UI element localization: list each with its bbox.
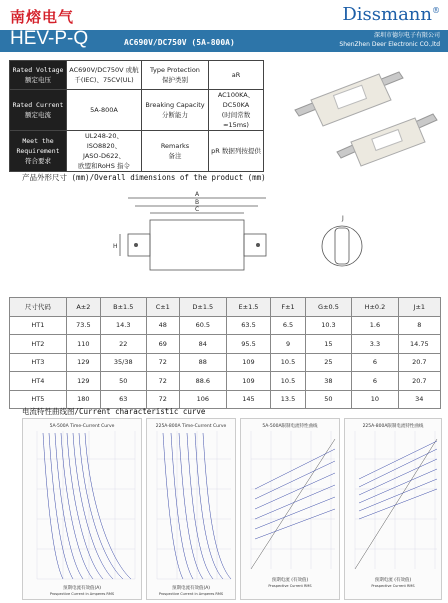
dimensions-table	[9, 297, 441, 409]
key-en: Type Protection	[150, 66, 200, 74]
fuse-photo-2	[337, 114, 437, 166]
spec-key	[10, 90, 67, 131]
table-cell: 84	[180, 335, 227, 354]
spec-key	[142, 90, 209, 131]
value-line: AC100KA、DC50KA	[217, 91, 255, 109]
spec-value	[209, 90, 264, 131]
table-cell: 10.5	[271, 372, 305, 391]
table-cell: 88	[180, 353, 227, 372]
company-info	[339, 31, 440, 49]
terminal-left	[128, 234, 150, 256]
table-cell: HT2	[10, 335, 67, 354]
table-cell: 72	[146, 390, 180, 409]
table-cell: 14.3	[100, 316, 146, 335]
brand-logo	[342, 4, 440, 25]
table-cell: 8	[398, 316, 440, 335]
table-cell: 48	[146, 316, 180, 335]
spec-value: 5A-800A	[67, 90, 142, 131]
curve-xlabel-en: Prospective Current RMS	[268, 584, 312, 588]
key-cn: 额定电压	[25, 76, 51, 84]
curve-xlabel-en: Prospective Current in Amperes RMS	[49, 592, 115, 596]
table-cell: 20.7	[398, 372, 440, 391]
spec-value: aR	[209, 61, 264, 90]
fuse-end-slot	[335, 228, 349, 264]
table-cell: 10.3	[305, 316, 352, 335]
table-cell: 129	[66, 353, 100, 372]
spec-key	[10, 131, 67, 172]
table-cell: 72	[146, 372, 180, 391]
table-cell: HT4	[10, 372, 67, 391]
table-cell: 145	[226, 390, 271, 409]
spec-row	[10, 61, 264, 90]
table-cell: 109	[226, 353, 271, 372]
label-h: H	[113, 243, 118, 250]
product-photo	[275, 62, 443, 170]
table-cell: 95.5	[226, 335, 271, 354]
curve-title: 5A-500A Time-Current Curve	[49, 424, 115, 429]
table-cell: 22	[100, 335, 146, 354]
column-header: J±1	[398, 298, 440, 317]
company-en: ShenZhen Deer Electronic CO.,ltd	[339, 41, 440, 48]
table-cell: HT3	[10, 353, 67, 372]
curve-title: 225A-800A限制电流特性曲线	[362, 424, 424, 429]
terminal-hole	[256, 243, 260, 247]
column-header: H±0.2	[352, 298, 398, 317]
table-cell: 72	[146, 353, 180, 372]
key-en: Meet the	[22, 137, 54, 145]
column-header: F±1	[271, 298, 305, 317]
table-row	[10, 353, 441, 372]
label-c: C	[195, 206, 200, 213]
table-cell: 9	[271, 335, 305, 354]
fuse-end-circle	[322, 226, 362, 266]
column-header: B±1.5	[100, 298, 146, 317]
key-en: Rated Voltage	[12, 66, 64, 74]
table-cell: 50	[100, 372, 146, 391]
table-cell: 6.5	[271, 316, 305, 335]
key-en: Rated Current	[12, 101, 64, 109]
table-cell: 35/38	[100, 353, 146, 372]
curve-title: 5A-500A限制电流特性曲线	[262, 424, 318, 429]
table-cell: 10.5	[271, 353, 305, 372]
table-cell: 20.7	[398, 353, 440, 372]
key-cn: 符合要求	[25, 157, 51, 165]
fuse-body	[150, 220, 244, 270]
table-cell: 38	[305, 372, 352, 391]
table-cell: 88.6	[180, 372, 227, 391]
value-line: UL248-20、ISO8820、	[85, 132, 123, 150]
table-row	[10, 372, 441, 391]
label-b: B	[195, 199, 200, 206]
column-header: A±2	[66, 298, 100, 317]
dims-section-title: 产品外形尺寸 (mm)/Overall dimensions of the product (mm)	[22, 173, 266, 182]
spec-value	[67, 131, 142, 172]
table-cell: 6	[352, 353, 398, 372]
label-j: J	[342, 215, 344, 222]
table-cell: 106	[180, 390, 227, 409]
curve-xlabel: 预期电流有效值(A)	[62, 586, 102, 591]
company-cn: 深圳市德尔电子有限公司	[373, 32, 440, 39]
table-cell: 73.5	[66, 316, 100, 335]
table-row	[10, 335, 441, 354]
table-cell: 129	[66, 372, 100, 391]
table-cell: 3.3	[352, 335, 398, 354]
table-header-row	[10, 298, 441, 317]
key-en: Requirement	[16, 147, 60, 155]
key-cn: 分断能力	[162, 111, 188, 119]
dimension-drawing	[80, 180, 370, 290]
spec-value	[67, 61, 142, 90]
spec-row	[10, 90, 264, 131]
curve-xlabel: 预期电流 (有效值)	[374, 578, 412, 583]
column-header: C±1	[146, 298, 180, 317]
model-title: HEV-P-Q	[10, 28, 89, 49]
column-header: D±1.5	[180, 298, 227, 317]
table-cell: HT5	[10, 390, 67, 409]
registered-mark: ®	[432, 6, 440, 15]
spec-row	[10, 131, 264, 172]
table-cell: 60.5	[180, 316, 227, 335]
value-line: AC690V/DC750V 或航	[69, 66, 139, 74]
curve-title: 225A-800A Time-Current Curve	[155, 424, 227, 429]
table-cell: 6	[352, 372, 398, 391]
table-cell: 1.6	[352, 316, 398, 335]
key-cn: 备注	[168, 152, 182, 160]
terminal-hole	[134, 243, 138, 247]
table-cell: 13.5	[271, 390, 305, 409]
value-line: (时间常数≈15ms)	[221, 111, 251, 129]
value-line: 欧盟和RoHS 指令	[78, 162, 130, 170]
table-cell: 180	[66, 390, 100, 409]
table-cell: 14.75	[398, 335, 440, 354]
curve-xlabel: 预期电流有效值(A)	[171, 586, 211, 591]
column-header: E±1.5	[226, 298, 271, 317]
value-line: JASO-D622、	[83, 152, 125, 160]
spec-key	[142, 61, 209, 90]
brand-chinese: 南熔电气	[10, 8, 75, 26]
table-cell: 15	[305, 335, 352, 354]
curve-xlabel-en: Prospective Current in Amperes RMS	[158, 592, 224, 596]
spec-key	[142, 131, 209, 172]
label-a: A	[195, 191, 200, 198]
curve-xlabel: 预期电流 (有效值)	[271, 578, 309, 583]
table-cell: 69	[146, 335, 180, 354]
table-cell: 110	[66, 335, 100, 354]
curve-panel-4	[344, 418, 442, 600]
key-en: Remarks	[160, 142, 190, 150]
table-cell: 63.5	[226, 316, 271, 335]
peak-current-line	[355, 439, 437, 569]
terminal-right	[244, 234, 266, 256]
key-cn: 保护类别	[162, 76, 188, 84]
spec-value: pR 数据列按提供	[209, 131, 264, 172]
curve-panel-3	[240, 418, 340, 600]
spec-table	[9, 60, 264, 172]
table-cell: 63	[100, 390, 146, 409]
column-header: 尺寸代码	[10, 298, 67, 317]
value-line: 千(IEC)、75CV(UL)	[74, 76, 134, 84]
header	[0, 0, 448, 60]
spec-key	[10, 61, 67, 90]
table-cell: 10	[352, 390, 398, 409]
curve-panel-1	[22, 418, 142, 600]
table-cell: 50	[305, 390, 352, 409]
table-cell: 109	[226, 372, 271, 391]
fuse-photo-1	[295, 72, 403, 126]
column-header: G±0.5	[305, 298, 352, 317]
peak-current-line	[251, 439, 335, 569]
key-cn: 额定电流	[25, 111, 51, 119]
curve-xlabel-en: Prospective Current RMS	[371, 584, 415, 588]
curve-section-title: 电流特性曲线图/Current characteristic curve	[22, 407, 206, 416]
table-cell: HT1	[10, 316, 67, 335]
rating-text: AC690V/DC750V (5A-800A)	[124, 38, 235, 47]
table-cell: 25	[305, 353, 352, 372]
curve-panel-2	[146, 418, 236, 600]
key-en: Breaking Capacity	[145, 101, 205, 109]
table-cell: 34	[398, 390, 440, 409]
brand-name: Dissmann	[342, 4, 432, 25]
table-row	[10, 316, 441, 335]
